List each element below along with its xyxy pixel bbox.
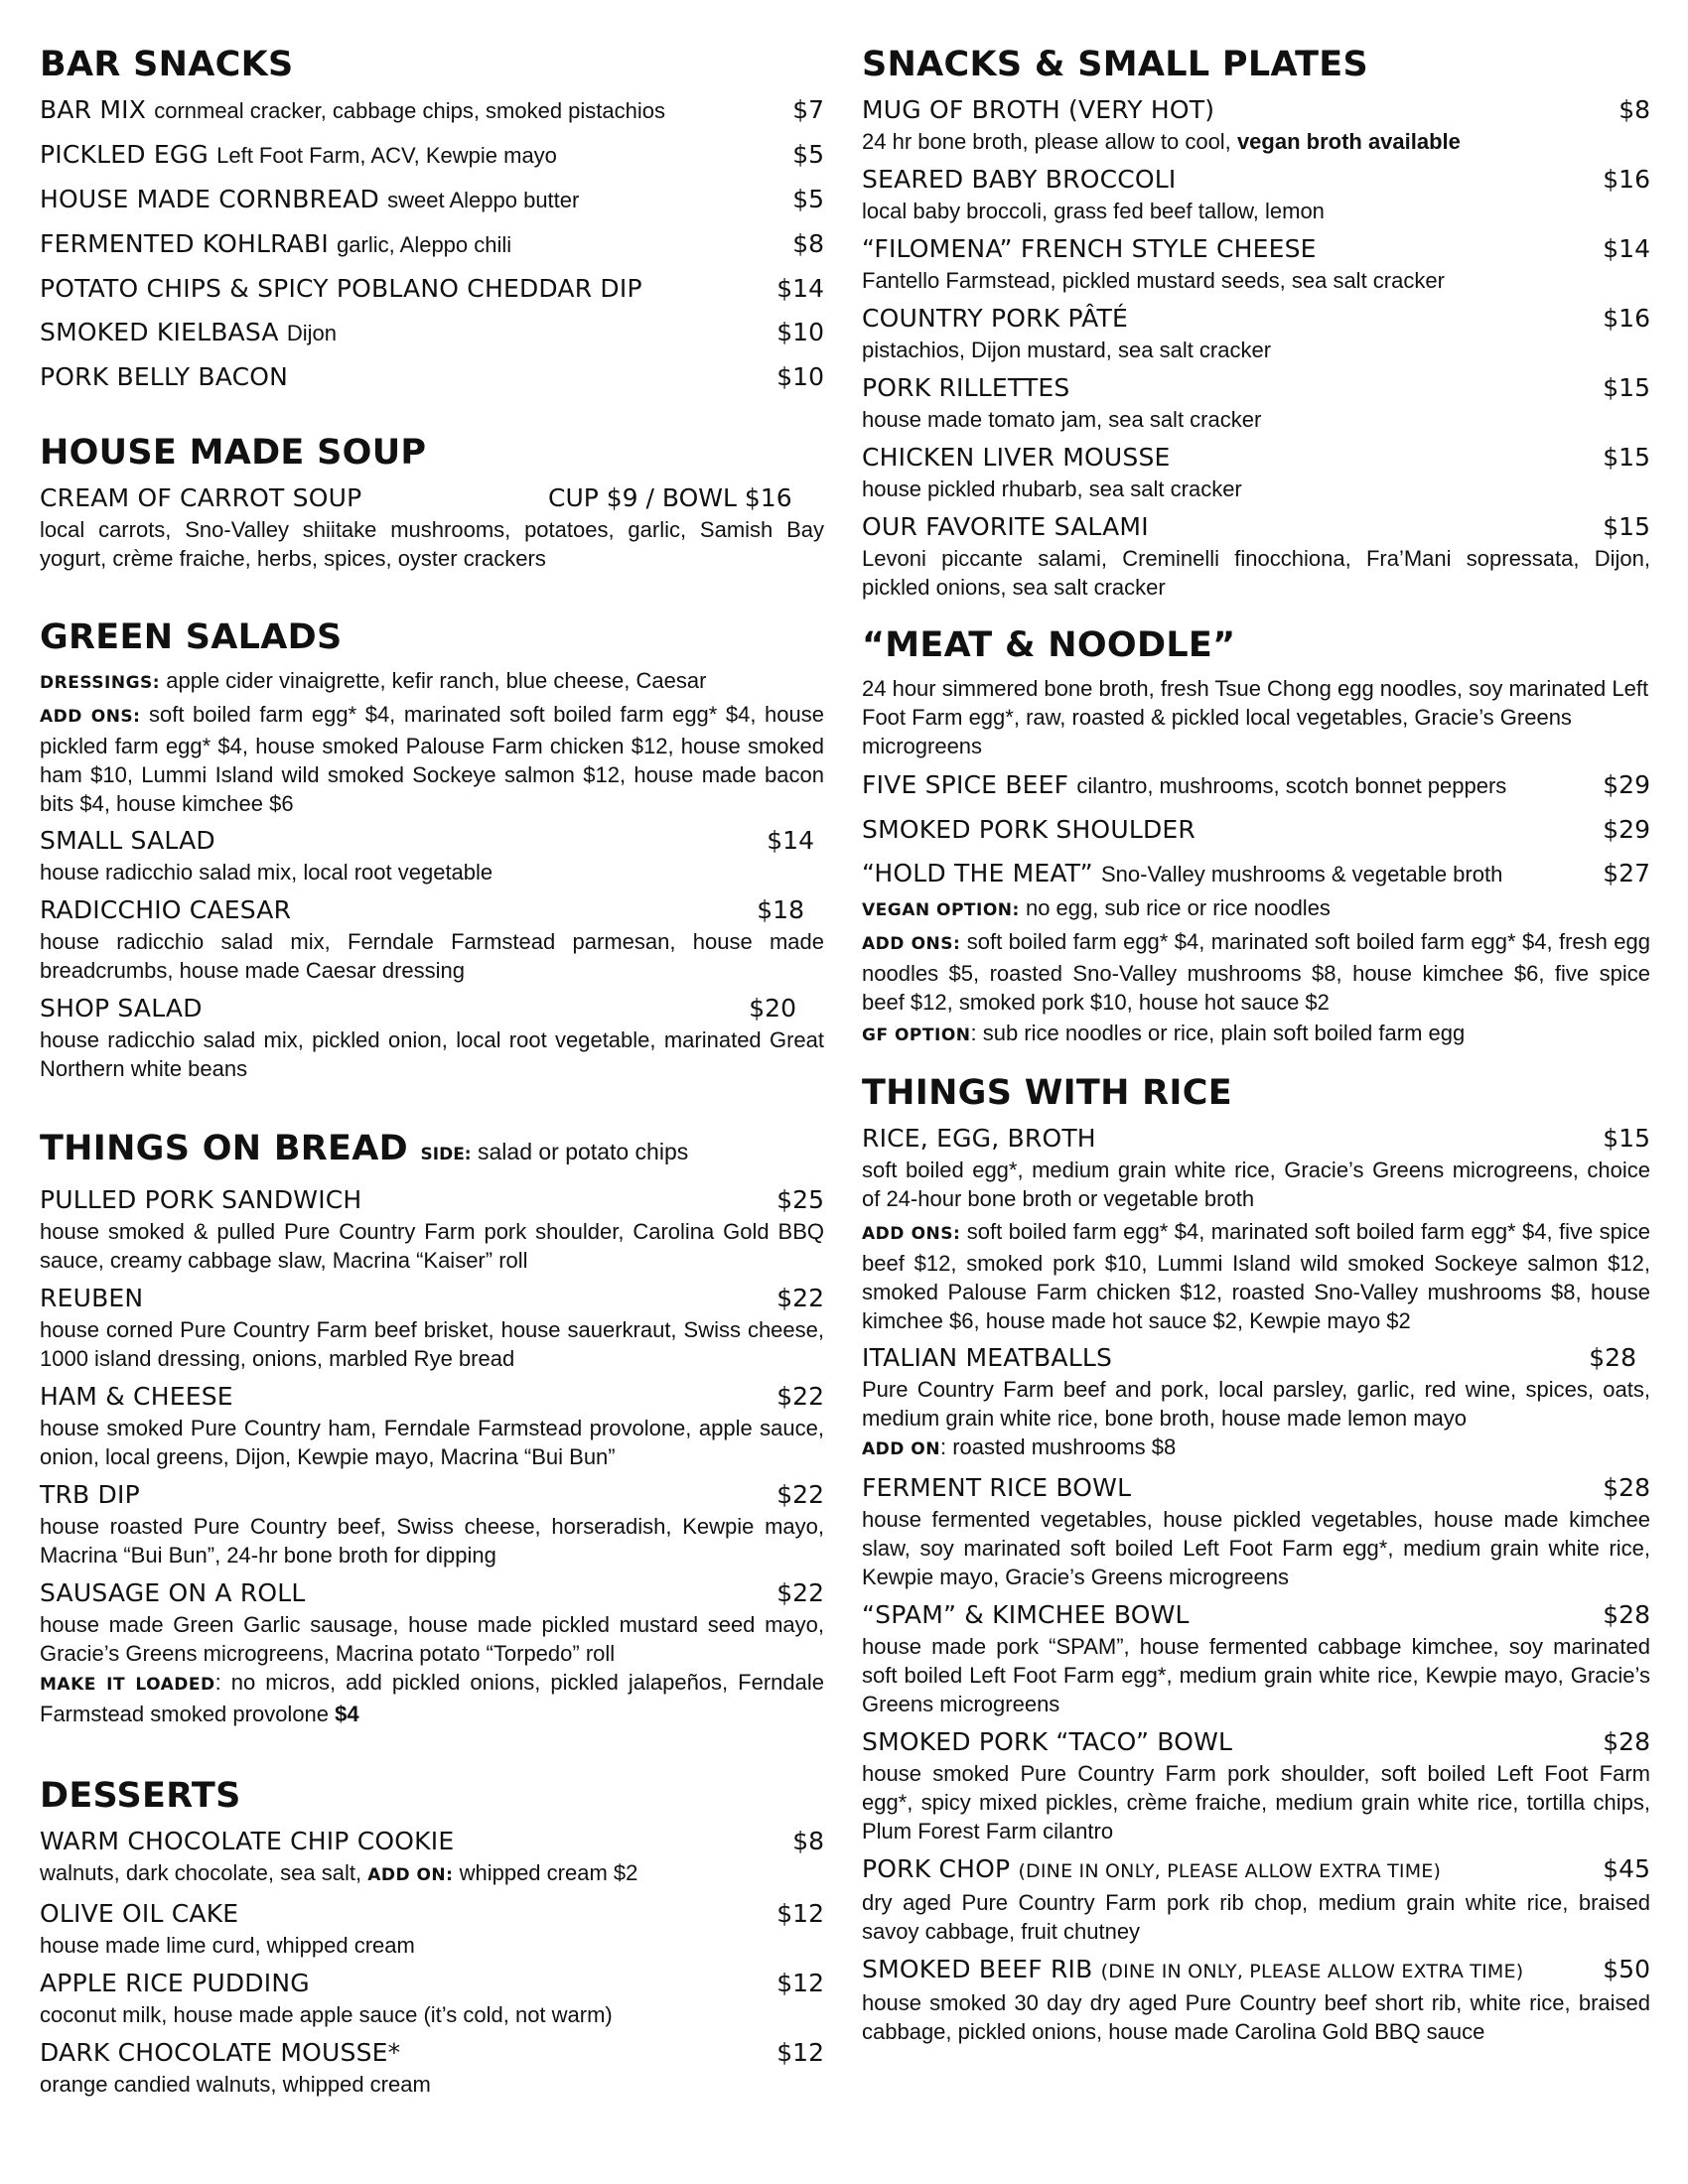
item-name: CHICKEN LIVER MOUSSE — [862, 443, 1171, 472]
item-name: “HOLD THE MEAT” — [862, 859, 1093, 887]
bread-title: THINGS ON BREAD — [40, 1129, 409, 1168]
left-column — [40, 42, 824, 2106]
item-name: SAUSAGE ON A ROLL — [40, 1578, 306, 1607]
item-price: $28 — [1603, 1473, 1650, 1502]
item-name: “FILOMENA” FRENCH STYLE CHEESE — [862, 234, 1317, 263]
item-note: (DINE IN ONLY, PLEASE ALLOW EXTRA TIME) — [1100, 1961, 1524, 1982]
small-plates-section — [862, 42, 1650, 602]
item-desc: house smoked 30 day dry aged Pure Country beef short rib, white rice, braised cabbage, pickled onions, house made Carolina Gold BBQ sauce — [862, 1990, 1650, 2044]
item-name: BAR MIX — [40, 95, 147, 124]
item-desc: coconut milk, house made apple sauce (it’s cold, not warm) — [40, 2002, 613, 2027]
item-name: HOUSE MADE CORNBREAD — [40, 185, 379, 213]
item-price: $18 — [757, 895, 804, 924]
item-desc: Sno-Valley mushrooms & vegetable broth — [1100, 862, 1503, 887]
item-desc: house radicchio salad mix, Ferndale Farmstead parmesan, house made breadcrumbs, house made Caesar dressing — [40, 929, 824, 983]
item-desc: Fantello Farmstead, pickled mustard seeds, sea salt cracker — [862, 268, 1445, 293]
item-name: RADICCHIO CAESAR — [40, 895, 292, 924]
item-desc: Left Foot Farm, ACV, Kewpie mayo — [216, 143, 557, 168]
item-price: $16 — [1603, 165, 1650, 194]
menu-item — [40, 1576, 824, 1728]
item-price: $22 — [776, 1578, 824, 1607]
item-desc: house made lime curd, whipped cream — [40, 1933, 415, 1958]
addon-text: whipped cream $2 — [459, 1860, 638, 1885]
item-desc: orange candied walnuts, whipped cream — [40, 2072, 431, 2097]
item-desc: local baby broccoli, grass fed beef tallow, lemon — [862, 199, 1325, 223]
item-price: $15 — [1603, 373, 1650, 402]
item-name: SMOKED BEEF RIB — [862, 1955, 1093, 1983]
item-name: FIVE SPICE BEEF — [862, 770, 1069, 799]
item-price: $8 — [1618, 95, 1650, 124]
item-price: $29 — [1603, 770, 1650, 799]
item-price: $28 — [1589, 1343, 1636, 1372]
menu-item — [40, 360, 824, 394]
item-price: $29 — [1603, 815, 1650, 844]
vegan-label: VEGAN OPTION: — [862, 900, 1020, 920]
item-desc: walnuts, dark chocolate, sea salt, — [40, 1860, 362, 1885]
desserts-heading: DESSERTS — [40, 1776, 241, 1816]
bread-section — [40, 1126, 824, 1728]
item-name: COUNTRY PORK PÂTÉ — [862, 304, 1128, 333]
item-price: $28 — [1603, 1600, 1650, 1629]
rice-section — [862, 1070, 1650, 2046]
item-desc: house made Green Garlic sausage, house made pickled mustard seed mayo, Gracie’s Greens microgreens, Macrina potato “Torpedo” roll — [40, 1612, 824, 1666]
item-name: FERMENT RICE BOWL — [862, 1473, 1132, 1502]
menu-item — [862, 371, 1650, 434]
menu-item — [862, 857, 1650, 891]
side-label: SIDE: — [420, 1145, 472, 1164]
bread-heading — [40, 1126, 824, 1177]
menu-item — [862, 1471, 1650, 1591]
menu-item — [862, 813, 1650, 847]
item-price: $12 — [776, 1969, 824, 1997]
item-price: $8 — [792, 1827, 824, 1855]
menu-item — [862, 510, 1650, 602]
item-desc: sweet Aleppo butter — [387, 188, 580, 212]
item-name: ITALIAN MEATBALLS — [862, 1343, 1113, 1372]
item-name: PULLED PORK SANDWICH — [40, 1185, 362, 1214]
menu-item — [40, 1967, 824, 2029]
menu-item — [40, 893, 824, 985]
addons-text: soft boiled farm egg* $4, marinated soft boiled farm egg* $4, fresh egg noodles $5, roasted Sno-Valley mushrooms $8, house kimchee $6, five spice beef $12, smoked pork $10, house hot sauce $2 — [862, 929, 1650, 1015]
item-name: OLIVE OIL CAKE — [40, 1899, 239, 1928]
item-desc: soft boiled egg*, medium grain white rice, Gracie’s Greens microgreens, choice of 24-hour bone broth or vegetable broth — [862, 1158, 1650, 1211]
item-desc: house corned Pure Country Farm beef brisket, house sauerkraut, Swiss cheese, 1000 island dressing, onions, marbled Rye bread — [40, 1317, 824, 1371]
item-price: $12 — [776, 2038, 824, 2067]
addon-label: ADD ON: — [367, 1865, 454, 1885]
gf-label: GF OPTION — [862, 1025, 971, 1045]
menu-item — [862, 163, 1650, 225]
item-price: $16 — [1603, 304, 1650, 333]
item-price: $45 — [1603, 1854, 1650, 1883]
soup-heading: HOUSE MADE SOUP — [40, 433, 427, 473]
menu-item — [40, 227, 824, 262]
item-desc: Pure Country Farm beef and pork, local parsley, garlic, red wine, spices, oats, medium grain white rice, bone broth, house made lemon mayo — [862, 1377, 1650, 1431]
dressings-text: apple cider vinaigrette, kefir ranch, blue cheese, Caesar — [166, 668, 707, 693]
menu-item — [40, 992, 824, 1083]
menu-item — [862, 1953, 1650, 2046]
item-desc: house roasted Pure Country beef, Swiss cheese, horseradish, Kewpie mayo, Macrina “Bui Bun”, 24-hr bone broth for dipping — [40, 1514, 824, 1568]
item-price: $15 — [1603, 512, 1650, 541]
addon-text: : roasted mushrooms $8 — [939, 1434, 1177, 1459]
addons-label: ADD ONS: — [40, 707, 141, 727]
addons-text: soft boiled farm egg* $4, marinated soft boiled farm egg* $4, house pickled farm egg* $4, house smoked Palouse Farm chicken $12, house smoked ham $10, Lummi Island wild smoked Sockeye salmon $12, house made bacon bits $4, house kimchee $6 — [40, 702, 824, 816]
item-desc: dry aged Pure Country Farm pork rib chop, medium grain white rice, braised savoy cabbage, fruit chutney — [862, 1890, 1650, 1944]
noodle-section — [862, 622, 1650, 1050]
item-price: CUP $9 / BOWL $16 — [548, 483, 792, 512]
addon-line — [862, 1433, 1650, 1464]
item-name: POTATO CHIPS & SPICY POBLANO CHEDDAR DIP — [40, 274, 642, 303]
menu-item — [862, 1341, 1650, 1464]
noodle-heading: “MEAT & NOODLE” — [862, 625, 1236, 665]
item-price: $28 — [1603, 1727, 1650, 1756]
loaded-text: : no micros, add pickled onions, pickled jalapeños, Ferndale Farmstead smoked provolone — [40, 1670, 825, 1726]
noodle-addons-note — [862, 927, 1650, 1017]
bar-snacks-heading: BAR SNACKS — [40, 45, 294, 84]
menu-item — [862, 93, 1650, 156]
menu-item — [40, 272, 824, 306]
item-desc: house pickled rhubarb, sea salt cracker — [862, 477, 1242, 501]
item-desc: garlic, Aleppo chili — [337, 232, 512, 257]
item-name: CREAM OF CARROT SOUP — [40, 483, 362, 512]
item-desc: cilantro, mushrooms, scotch bonnet peppers — [1076, 773, 1507, 798]
menu-item — [862, 232, 1650, 295]
item-price: $15 — [1603, 443, 1650, 472]
item-name: MUG OF BROTH (VERY HOT) — [862, 95, 1215, 124]
soup-section — [40, 430, 824, 573]
item-name: OUR FAVORITE SALAMI — [862, 512, 1149, 541]
addons-label: ADD ONS: — [862, 934, 961, 954]
item-price: $14 — [1603, 234, 1650, 263]
item-name: APPLE RICE PUDDING — [40, 1969, 310, 1997]
item-price: $22 — [776, 1480, 824, 1509]
item-name: SMALL SALAD — [40, 826, 215, 855]
item-desc: house radicchio salad mix, local root vegetable — [40, 860, 493, 885]
item-name: HAM & CHEESE — [40, 1382, 233, 1411]
item-desc-line — [40, 1858, 824, 1890]
item-price: $20 — [749, 994, 796, 1023]
desserts-section — [40, 1773, 824, 2099]
menu-item — [40, 1183, 824, 1275]
item-price: $12 — [776, 1899, 824, 1928]
right-column — [862, 42, 1650, 2053]
vegan-text: no egg, sub rice or rice noodles — [1025, 895, 1331, 920]
addons-label: ADD ONS: — [862, 1224, 961, 1244]
menu-item — [40, 93, 824, 128]
item-desc: Dijon — [286, 321, 337, 345]
bar-snacks-section — [40, 42, 824, 394]
item-desc: local carrots, Sno-Valley shiitake mushrooms, potatoes, garlic, Samish Bay yogurt, crème fraiche, herbs, spices, oyster crackers — [40, 517, 824, 571]
item-price: $5 — [792, 185, 824, 213]
salads-heading: GREEN SALADS — [40, 617, 343, 657]
item-desc: 24 hr bone broth, please allow to cool, — [862, 129, 1231, 154]
menu-item — [862, 441, 1650, 503]
item-name: TRB DIP — [40, 1480, 140, 1509]
menu-item — [40, 824, 824, 887]
item-name: DARK CHOCOLATE MOUSSE* — [40, 2038, 401, 2067]
menu-item — [40, 1380, 824, 1471]
menu-item — [40, 1825, 824, 1890]
menu-item — [862, 1122, 1650, 1213]
item-price: $10 — [776, 318, 824, 346]
menu-item — [40, 1897, 824, 1960]
gf-option-note — [862, 1019, 1650, 1050]
item-desc: house made pork “SPAM”, house fermented cabbage kimchee, soy marinated soft boiled Left Foot Farm egg*, medium grain white rice, Kewpie mayo, Gracie’s Greens microgreens — [862, 1634, 1650, 1716]
item-desc: house made tomato jam, sea salt cracker — [862, 407, 1262, 432]
item-name: WARM CHOCOLATE CHIP COOKIE — [40, 1827, 455, 1855]
loaded-price: $4 — [335, 1702, 359, 1726]
salad-addons-note — [40, 700, 824, 818]
item-price: $10 — [776, 362, 824, 391]
salads-section — [40, 614, 824, 1083]
menu-item — [862, 768, 1650, 803]
menu-item — [40, 2036, 824, 2099]
item-name: SMOKED KIELBASA — [40, 318, 279, 346]
menu-item — [862, 1725, 1650, 1845]
item-price: $50 — [1603, 1955, 1650, 1983]
item-name: PICKLED EGG — [40, 140, 209, 169]
item-price: $22 — [776, 1284, 824, 1312]
item-price: $22 — [776, 1382, 824, 1411]
small-plates-heading: SNACKS & SMALL PLATES — [862, 45, 1369, 84]
item-name: SEARED BABY BROCCOLI — [862, 165, 1177, 194]
menu-item — [40, 316, 824, 350]
item-name: “SPAM” & KIMCHEE BOWL — [862, 1600, 1190, 1629]
item-name: REUBEN — [40, 1284, 144, 1312]
item-note: (DINE IN ONLY, PLEASE ALLOW EXTRA TIME) — [1018, 1860, 1442, 1882]
item-price: $7 — [792, 95, 824, 124]
item-desc-line — [862, 127, 1650, 156]
loaded-note — [40, 1668, 824, 1728]
loaded-label: MAKE IT LOADED — [40, 1675, 215, 1695]
item-desc: Levoni piccante salami, Creminelli finocchiona, Fra’Mani sopressata, Dijon, pickled onions, sea salt cracker — [862, 546, 1650, 600]
rice-addons-note — [862, 1217, 1650, 1335]
item-name: PORK CHOP — [862, 1854, 1011, 1883]
item-name: SMOKED PORK “TACO” BOWL — [862, 1727, 1233, 1756]
vegan-broth-note: vegan broth available — [1236, 129, 1461, 154]
item-name: PORK BELLY BACON — [40, 362, 289, 391]
menu-item — [40, 183, 824, 217]
item-name: SHOP SALAD — [40, 994, 203, 1023]
item-price: $25 — [776, 1185, 824, 1214]
side-text: salad or potato chips — [478, 1139, 689, 1164]
item-price: $14 — [767, 826, 814, 855]
item-desc: cornmeal cracker, cabbage chips, smoked pistachios — [154, 98, 666, 123]
item-price: $14 — [776, 274, 824, 303]
addon-label: ADD ON — [862, 1439, 940, 1459]
item-desc: house smoked Pure Country ham, Ferndale Farmstead provolone, apple sauce, onion, local greens, Dijon, Kewpie mayo, Macrina “Bui Bun” — [40, 1416, 824, 1469]
menu-item — [862, 302, 1650, 364]
rice-heading: THINGS WITH RICE — [862, 1073, 1232, 1113]
item-price: $15 — [1603, 1124, 1650, 1153]
menu-item — [862, 1852, 1650, 1946]
item-price: $5 — [792, 140, 824, 169]
item-desc: house radicchio salad mix, pickled onion, local root vegetable, marinated Great Northern white beans — [40, 1027, 824, 1081]
item-desc: house smoked & pulled Pure Country Farm pork shoulder, Carolina Gold BBQ sauce, creamy cabbage slaw, Macrina “Kaiser” roll — [40, 1219, 824, 1273]
menu-item — [40, 138, 824, 173]
item-price: $27 — [1603, 859, 1650, 887]
item-name: SMOKED PORK SHOULDER — [862, 815, 1196, 844]
menu-item — [40, 481, 824, 515]
dressings-note — [40, 666, 824, 698]
dressings-label: DRESSINGS: — [40, 673, 161, 693]
item-desc: house fermented vegetables, house pickled vegetables, house made kimchee slaw, soy marinated soft boiled Left Foot Farm egg*, medium grain white rice, Kewpie mayo, Gracie’s Greens microgreens — [862, 1507, 1650, 1589]
item-price: $8 — [792, 229, 824, 258]
item-name: RICE, EGG, BROTH — [862, 1124, 1096, 1153]
addons-text: soft boiled farm egg* $4, marinated soft boiled farm egg* $4, five spice beef $12, smoked pork $10, Lummi Island wild smoked Sockeye salmon $12, smoked Palouse Farm chicken $12, roasted Sno-Valley mushrooms $8, house kimchee $6, house made hot sauce $2, Kewpie mayo $2 — [862, 1219, 1650, 1333]
noodle-intro: 24 hour simmered bone broth, fresh Tsue Chong egg noodles, soy marinated Left Foot Farm egg*, raw, roasted & pickled local vegetables, Gracie’s Greens microgreens — [862, 676, 1649, 758]
menu-item — [862, 1598, 1650, 1718]
menu-item — [40, 1478, 824, 1570]
item-desc: pistachios, Dijon mustard, sea salt cracker — [862, 338, 1272, 362]
menu-item — [40, 1282, 824, 1373]
gf-text: : sub rice noodles or rice, plain soft boiled farm egg — [970, 1021, 1466, 1045]
item-name: FERMENTED KOHLRABI — [40, 229, 329, 258]
item-name: PORK RILLETTES — [862, 373, 1070, 402]
item-desc: house smoked Pure Country Farm pork shoulder, soft boiled Left Foot Farm egg*, spicy mixed pickles, crème fraiche, medium grain white rice, tortilla chips, Plum Forest Farm cilantro — [862, 1761, 1650, 1843]
vegan-option-note — [862, 893, 1650, 925]
